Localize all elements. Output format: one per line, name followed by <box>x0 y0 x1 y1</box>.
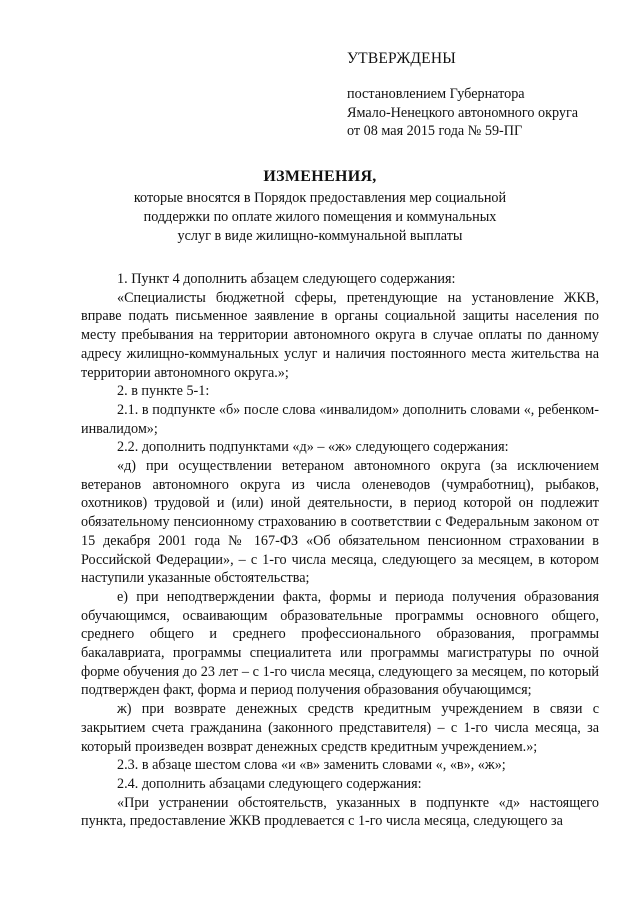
paragraph-subitem-d: «д) при осуществлении ветераном автономного округа (за исключением ветеранов автономного округа из числа оленеводов (чумработниц), рыбаков, охотников) трудовой и (или) иной деятельности, в период которой он подлежит обязательному пенсионному страхованию в соответствии с Федеральным законом от 15 декабря 2001 года № 167-ФЗ «Об обязательном пенсионном страховании в Российской Федерации», – с 1-го числа месяца, следующего за месяцем, в котором наступили указанные обстоятельства; <box>81 458 599 587</box>
approval-line-2: Ямало-Ненецкого автономного округа <box>347 104 579 121</box>
approval-line-1: постановлением Губернатора <box>347 86 525 102</box>
paragraph-subitem-e: е) при неподтверждении факта, формы и периода получения образования обучающимся, осваивающим образовательные программы основного общего, среднего общего и среднего профессионального образования, программы бакалавриата, программы специалитета или программы магистратуры по очной форме обучения до 23 лет – с 1-го числа месяца, следующего за месяцем, по который подтвержден факт, форма и период получения образования обучающимся; <box>81 588 599 699</box>
document-subtitle <box>0 189 640 246</box>
approved-heading: УТВЕРЖДЕНЫ <box>347 50 456 67</box>
paragraph-item-1: 1. Пункт 4 дополнить абзацем следующего содержания: <box>117 271 456 287</box>
subtitle-line-3: услуг в виде жилищно-коммунальной выплаты <box>177 228 463 244</box>
paragraph-quote-specialists: «Специалисты бюджетной сферы, претендующие на установление ЖКВ, вправе подать письменное заявление в органы социальной защиты населения по месту пребывания на территории автономного округа в случае оплаты по данному адресу жилищно-коммунальных услуг и наличия постоянного места жительства на территории автономного округа.»; <box>81 289 599 381</box>
approval-line-3: от 08 мая 2015 года № 59-ПГ <box>347 123 523 139</box>
document-body <box>81 270 599 831</box>
document-title: ИЗМЕНЕНИЯ, <box>263 168 377 185</box>
paragraph-item-2-1: 2.1. в подпункте «б» после слова «инвалидом» дополнить словами «, ребенком-инвалидом»; <box>81 401 599 437</box>
approval-block <box>347 50 617 141</box>
paragraph-item-2-3: 2.3. в абзаце шестом слова «и «в» заменить словами «, «в», «ж»; <box>117 757 506 774</box>
subtitle-line-1: которые вносятся в Порядок предоставления мер социальной <box>133 190 507 206</box>
paragraph-item-2: 2. в пункте 5-1: <box>117 383 210 400</box>
paragraph-item-2-2: 2.2. дополнить подпунктами «д» – «ж» следующего содержания: <box>117 439 509 456</box>
subtitle-line-2: поддержки по оплате жилого помещения и коммунальных <box>143 209 497 225</box>
paragraph-item-2-4: 2.4. дополнить абзацами следующего содержания: <box>117 775 422 792</box>
paragraph-quote-elimination: «При устранении обстоятельств, указанных в подпункте «д» настоящего пункта, предоставление ЖКВ продлевается с 1-го числа месяца, следующего за <box>81 794 599 830</box>
paragraph-subitem-zh: ж) при возврате денежных средств кредитным учреждением в связи с закрытием счета гражданина (законного представителя) – с 1-го числа месяца, за который произведен возврат денежных средств кредитным учреждением.»; <box>81 701 599 755</box>
